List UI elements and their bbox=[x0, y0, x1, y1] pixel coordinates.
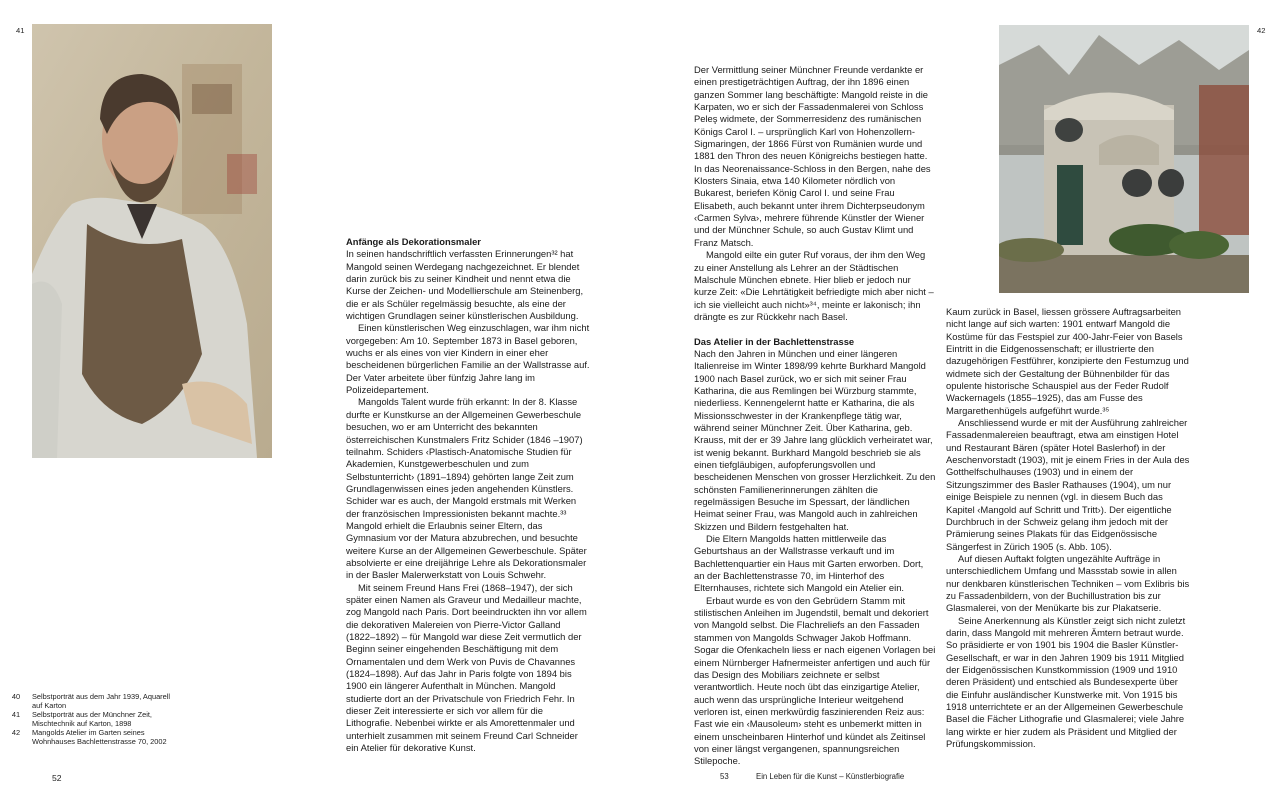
paragraph: Die Eltern Mangolds hatten mittlerweile das Geburtshaus an der Wallstrasse verkauft und im Bachlettenquartier ein Haus mit Garten erworben. Dort, an der Bachlettenstrasse 70, im Hinterhof des Elternhauses, richtete sich Mangold ein Atelier ein. bbox=[694, 533, 924, 594]
paragraph: Einen künstlerischen Weg einzuschlagen, war ihm nicht vorgegeben: Am 10. September 1873 in Basel geboren, wuchs er als eines von vier Kindern in einer eher bescheidenen bürgerlichen Familie an der Wallstrasse auf. Der Vater arbeitete über fünfzig Jahre lang im Polizeidepartement. bbox=[346, 322, 590, 396]
paragraph: Mit seinem Freund Hans Frei (1868–1947), der sich später einen Namen als Graveur und Medailleur machte, zog Mangold nach Paris. Dort beeindruckten ihn vor allem die dekorativen Malereien von Pierre-Victor Galland (1822–1892) – für Mangold war diese Zeit vermutlich der Beginn seiner eingehenden Beschäftigung mit dem Ornamentalen und dem Werk von Puvis de Chavannes (1824–1898). Auf das Jahr in Paris folgte von 1894 bis 1900 ein längerer Aufenthalt in München. Mangold studierte dort an der Privatschule von Friedrich Fehr. In dieser Zeit interessierte er sich vor allem für die Lithografie. Nebenbei wirkte er als Amorettenmaler und unterhielt zusammen mit seinem Freund Carl Schneider ein Atelier für dekorative Kunst. bbox=[346, 581, 587, 754]
right-text-column-2 bbox=[946, 306, 1190, 750]
paragraph: Anschliessend wurde er mit der Ausführung zahlreicher Fassadenmalereien beauftragt, etwa am einstigen Hotel und Restaurant Bären (später Hotel Baslerhof) in der Aeschenvorstadt (1903), mit je einem Fries in der Aula des Gotthelfschulhauses (1903) und in einem der Sitzungszimmer des Basler Rathauses (1904), um nur einige Beispiele zu nennen (vgl. in diesem Buch das Kapitel ‹Mangold auf Schritt und Tritt›). Der eigentliche Durchbruch in der Schweiz gelang ihm jedoch mit der Prämierung seines Plakats für das Eidgenössische Sängerfest in Zürich 1905 (s. Abb. 105). bbox=[946, 417, 1190, 552]
self-portrait-painting bbox=[32, 24, 272, 458]
paragraph: Der Vermittlung seiner Münchner Freunde verdankte er einen prestigeträchtigen Auftrag, der ihn 1896 einen ganzen Sommer lang beschäftigte: Mangold reiste in die Karpaten, wo er sich der Fassadenmalerei von Schloss Peleş widmete, der Sommerresidenz des rumänischen Königs Carol I. – ursprünglich Karl von Hohenzollern-Sigmaringen, der 1866 Fürst von Rumänien wurde und 1881 den Thron des neuen Königreichs bestiegen hatte. In das Neorenaissance-Schloss in den Bergen, nahe des Klosters Sinaia, etwa 140 Kilometer nördlich von Bukarest, beriefen König Carol I. und seine Frau Elisabeth, auch bekannt unter ihrem Dichterpseudonym ‹Carmen Sylva›, mehrere führende Künstler der Wiener und der Münchner Schule, so auch Gustav Klimt und Franz Matsch. bbox=[694, 64, 931, 248]
figure-number-42: 42 bbox=[1257, 26, 1266, 35]
paragraph: Erbaut wurde es von den Gebrüdern Stamm mit stilistischen Anleihen im Jugendstil, bemalt und dekoriert von Mangold selbst. Die Flachreliefs an den Fassaden stammen von Mangolds Schwager Jakob Hoffmann. Sogar die Ofenkacheln liess er nach eigenen Vorlagen bei einem Nürnberger Hafnermeister anfertigen und auch für das Design des Mobiliars zeichnete er selbst verantwortlich. Heute noch übt das einzigartige Atelier, auch wenn das ursprüngliche Interieur weitgehend verloren ist, einen merkwürdig faszinierenden Reiz aus: Fast wie ein ‹Mausoleum› steht es unbemerkt mitten in einem unscheinbaren Hinterhof und kündet als Zeitinsel von einer längst vergangenen, spannungsreichen Stilepoche. bbox=[694, 594, 936, 767]
section-heading: Das Atelier in der Bachlettenstrasse bbox=[694, 335, 855, 347]
paragraph: Nach den Jahren in München und einer längeren Italienreise im Winter 1898/99 kehrte Burkhard Mangold 1900 nach Basel zurück, wo er sich mit seiner Frau Katharina, die aus Remlingen bei Würzburg stammte, niederliess. Kennengelernt hatte er Katharina, die als Missionsschwester in der Krankenpflege tätig war, während seiner Münchner Zeit. Über Katharina, geb. Krauss, mit der er 39 Jahre lang glücklich verheiratet war, ist wenig bekannt. Burkhard Mangold beschrieb sie als einen tiefgläubigen, aufopferungsvollen und bescheidenen Menschen von grosser Herzlichkeit. Zu den schönsten Familienerinnerungen zählten die regelmässigen Besuche im Spessart, der ländlichen Heimat seiner Frau, was Mangold auch in zahlreichen Skizzen und Bildern festgehalten hat. bbox=[694, 347, 936, 532]
self-portrait-image bbox=[32, 24, 272, 458]
atelier-image bbox=[999, 25, 1249, 293]
paragraph: Kaum zurück in Basel, liessen grössere Auftragsarbeiten nicht lange auf sich warten: 1901 entwarf Mangold die Kostüme für das Festspiel zur 400-Jahr-Feier von Basels Eintritt in die Eidgenossenschaft; er illustrierte den dazugehörigen Festführer, konzipierte den Festumzug und widmete sich der Gestaltung der Bühnenbilder für das opulente historische Schauspiel aus der Feder Rudolf Wackernagels (1855–1925), das am Fusse des Margarethenhügels aufgeführt wurde.³⁵ bbox=[946, 306, 1189, 416]
running-title: Ein Leben für die Kunst – Künstlerbiografie bbox=[756, 772, 905, 781]
paragraph: Seine Anerkennung als Künstler zeigt sich nicht zuletzt darin, dass Mangold mit mehreren Ämtern betraut wurde. So präsidierte er von 1901 bis 1904 die Basler Künstler-Gesellschaft, er war in den Jahren 1909 bis 1911 Mitglied der Eidgenössischen Kunstkommission (1909 und 1910 deren Präsident) und entschied als Bundesexperte über die Einfuhr ausländischer Kunstwerke mit. Von 1915 bis 1918 unterrichtete er an der Allgemeinen Gewerbeschule Basel die Fächer Lithografie und Glasmalerei; viele Jahre lang wirkte er hier zudem als Präsident und Mitglied der Prüfungskommission. bbox=[946, 614, 1186, 750]
figure-number-41: 41 bbox=[16, 26, 25, 35]
section-heading: Anfänge als Dekorationsmaler bbox=[346, 236, 481, 247]
page-number-right: 53 bbox=[720, 772, 729, 781]
paragraph: Auf diesen Auftakt folgten ungezählte Aufträge in unterschiedlichem Umfang und Massstab sowie in allen nur denkbaren künstlerischen Techniken – vom Exlibris bis zu Fassadenbildern, von der Buchillustration bis zur Glasmalerei, von der Menükarte bis zur Plakatserie. bbox=[946, 552, 1190, 614]
caption-40: 40 Selbstporträt aus dem Jahr 1939, Aquarell auf Karton bbox=[11, 692, 171, 710]
page-number-left: 52 bbox=[52, 773, 62, 783]
atelier-photo bbox=[999, 25, 1249, 293]
figure-captions bbox=[0, 692, 182, 746]
caption-41: 41 Selbstporträt aus der Münchner Zeit, Mischtechnik auf Karton, 1898 bbox=[11, 710, 152, 728]
paragraph: Mangolds Talent wurde früh erkannt: In der 8. Klasse durfte er Kunstkurse an der Allgemeinen Gewerbeschule besuchen, wo er am Unterricht des bekannten österreichischen Kunstmalers Fritz Schider (1846 –1907) teilnahm. Schiders ‹Plastisch-Anatomische Studien für Akademien, Kunstgewerbeschulen und zum Selbstunterricht› (1891–1894) gehörten lange Zeit zum Grundlagenwissen eines jeden angehenden Künstlers. Schider war es auch, der Mangold erstmals mit Werken der französischen Impressionisten bekannt machte.³³ Mangold erhielt die Erlaubnis seiner Eltern, das Gymnasium vor der Matura abzubrechen, und besuchte weitere Kurse an der Allgemeinen Gewerbeschule. Später absolvierte er eine dreijährige Lehre als Dekorationsmaler in der Basler Malerwerkstatt von Louis Schwehr. bbox=[346, 396, 587, 581]
paragraph: Mangold eilte ein guter Ruf voraus, der ihm den Weg zu einer Anstellung als Lehrer an der Städtischen Malschule München ebnete. Hier blieb er jedoch nur kurze Zeit: «Die Lehrtätigkeit befriedigte mich aber nicht – ich sie vielleicht auch nicht»³⁴, meinte er lakonisch; ihn drängte es zur Rückkehr nach Basel. bbox=[694, 249, 934, 322]
caption-42: 42 Mangolds Atelier im Garten seines Wohnhauses Bachlettenstrasse 70, 2002 bbox=[11, 728, 167, 746]
paragraph: In seinen handschriftlich verfassten Erinnerungen³² hat Mangold seinen Werdegang nachgezeichnet. Er blendet darin zurück bis zu seiner Kindheit und nennt etwa die Kurse der Zeichen- und Modellierschule am Steinenberg, die er als Schüler regelmässig besuchte, als eine der wichtigen Grundlagen seiner künstlerischen Ausbildung. bbox=[346, 248, 584, 322]
left-text-column bbox=[346, 236, 590, 754]
right-text-column-1 bbox=[694, 64, 936, 768]
